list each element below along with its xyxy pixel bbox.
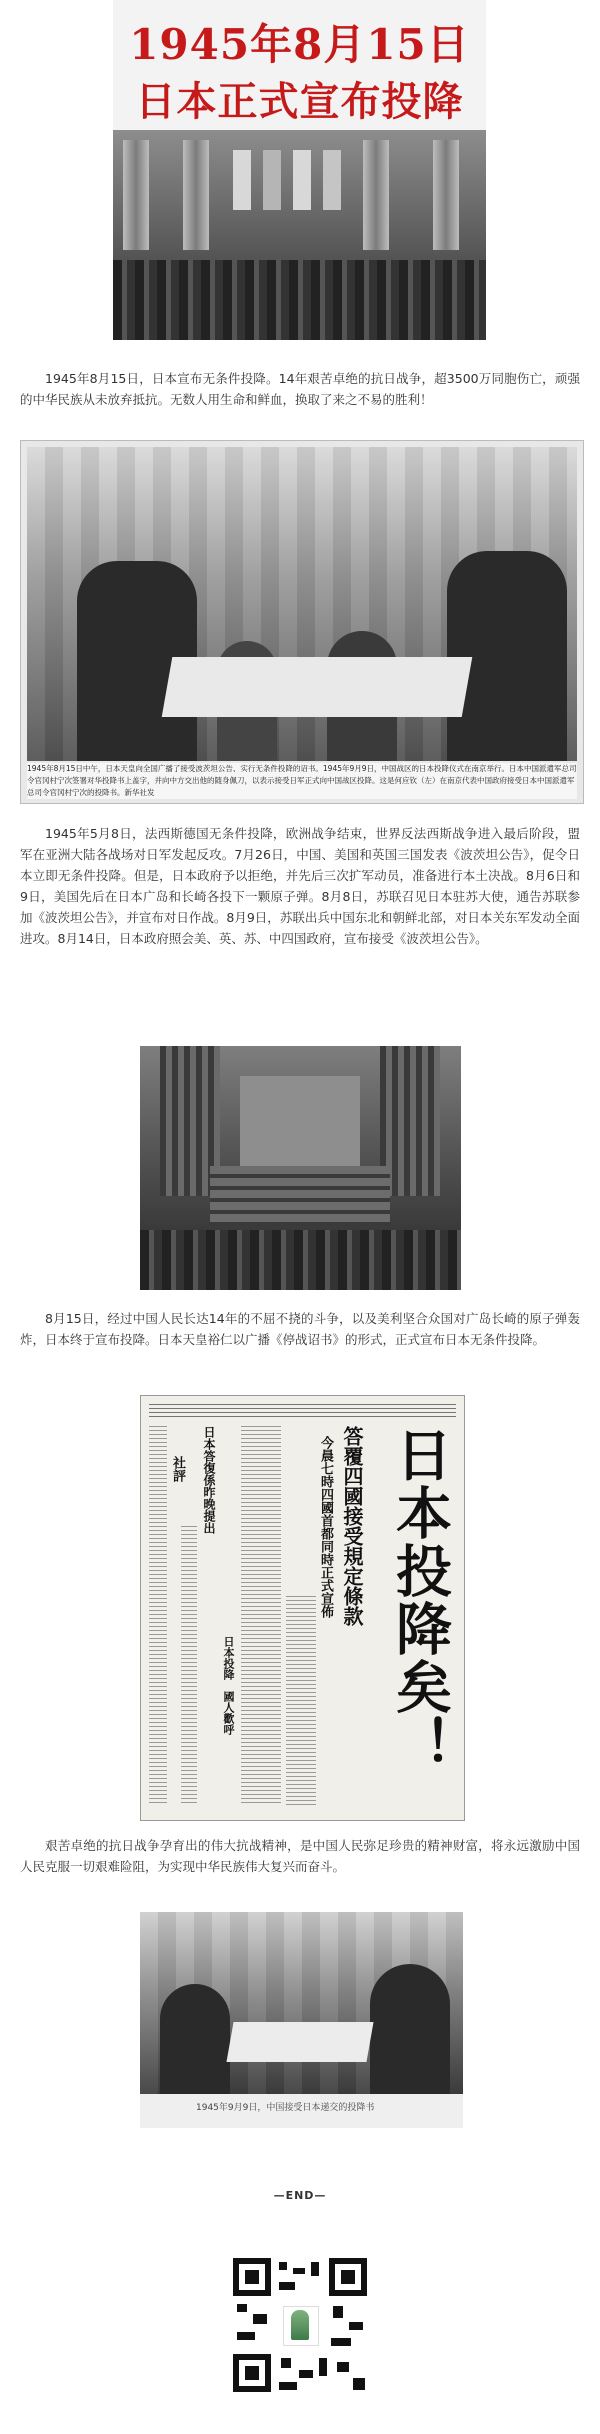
- paragraph-history: 1945年5月8日，法西斯德国无条件投降，欧洲战争结束，世界反法西斯战争进入最后阶段，盟军在亚洲大陆各战场对日军发起反攻。7月26日，中国、美国和英国三国发表《波茨坦公告》，促令日本立即无条件投降。但是，日本政府予以拒绝，并先后三次扩军动员，准备进行本土决战。8月6日和9日，美国先后在日本广岛和长崎各投下一颗原子弹。8月8日，苏联召见日本驻苏大使，通告苏联参加《波茨坦公告》，并宣布对日作战。8月9日，苏联出兵中国东北和朝鲜北部，对日本关东军发动全面进攻。8月14日，日本政府照会美、英、苏、中四国政府，宣布接受《波茨坦公告》。: [20, 826, 580, 946]
- surrender-signing-photo: [20, 440, 584, 804]
- signing-scene: [27, 447, 577, 761]
- photo4-caption: 1945年9月9日，中国接受日本递交的投降书: [196, 2103, 375, 2113]
- hero-title-area: [113, 0, 486, 130]
- document-handover-scene: [140, 1912, 463, 2094]
- emperor-broadcast-photo: [140, 1046, 461, 1290]
- end-marker: —END—: [273, 2189, 327, 2202]
- hero-title-line2: 日本正式宣布投降: [135, 78, 464, 125]
- newspaper-subheadline-2: 今晨七時四國首都同時正式宣佈: [318, 1436, 333, 1618]
- paragraph-intro: 1945年8月15日，日本宣布无条件投降。14年艰苦卓绝的抗日战争，超3500万同胞伤亡，顽强的中华民族从未放弃抵抗。无数人用生命和鲜血，换取了来之不易的胜利！: [20, 371, 580, 407]
- qr-code-image: [233, 2258, 367, 2392]
- surrender-document-photo: [140, 1912, 463, 2128]
- newspaper-front-page: [140, 1395, 465, 1821]
- hero-title-line1: 1945年8月15日: [129, 20, 470, 69]
- hero-banner-image: [113, 0, 486, 340]
- newspaper-column-left: 日本答復係昨晚提出: [202, 1426, 216, 1534]
- newspaper-headline: 日本投降矣！: [387, 1426, 453, 1774]
- paragraph-surrender: 8月15日，经过中国人民长达14年的不屈不挠的斗争，以及美利坚合众国对广岛长崎的原子弹轰炸，日本终于宣布投降。日本天皇裕仁以广播《停战诏书》的形式，正式宣布日本无条件投降。: [20, 1311, 580, 1347]
- paragraph-spirit: 艰苦卓绝的抗日战争孕育出的伟大抗战精神，是中国人民弥足珍贵的精神财富，将永远激励中国人民克服一切艰难险阻，为实现中华民族伟大复兴而奋斗。: [20, 1838, 580, 1874]
- surrender-ceremony-scene: [113, 130, 486, 340]
- newspaper-column-left-2: 日本投降 國人歡呼: [222, 1636, 235, 1735]
- photo2-caption: 1945年8月15日中午，日本天皇向全国广播了接受波茨坦公告、实行无条件投降的诏书。1945年9月9日，中国战区的日本投降仪式在南京举行。日本中国派遣军总司令官冈村宁次签署对华投降书上盖字，并向中方交出他的随身佩刀，以表示接受日军正式向中国战区投降。这是何应钦（左）在南京代表中国政府接受日本中国派遣军总司令官冈村宁次的投降书。新华社发: [27, 764, 577, 797]
- newspaper-subheadline-1: 答覆四國接受規定條款: [340, 1426, 364, 1626]
- newspaper-editorial-label: 社評: [170, 1456, 185, 1482]
